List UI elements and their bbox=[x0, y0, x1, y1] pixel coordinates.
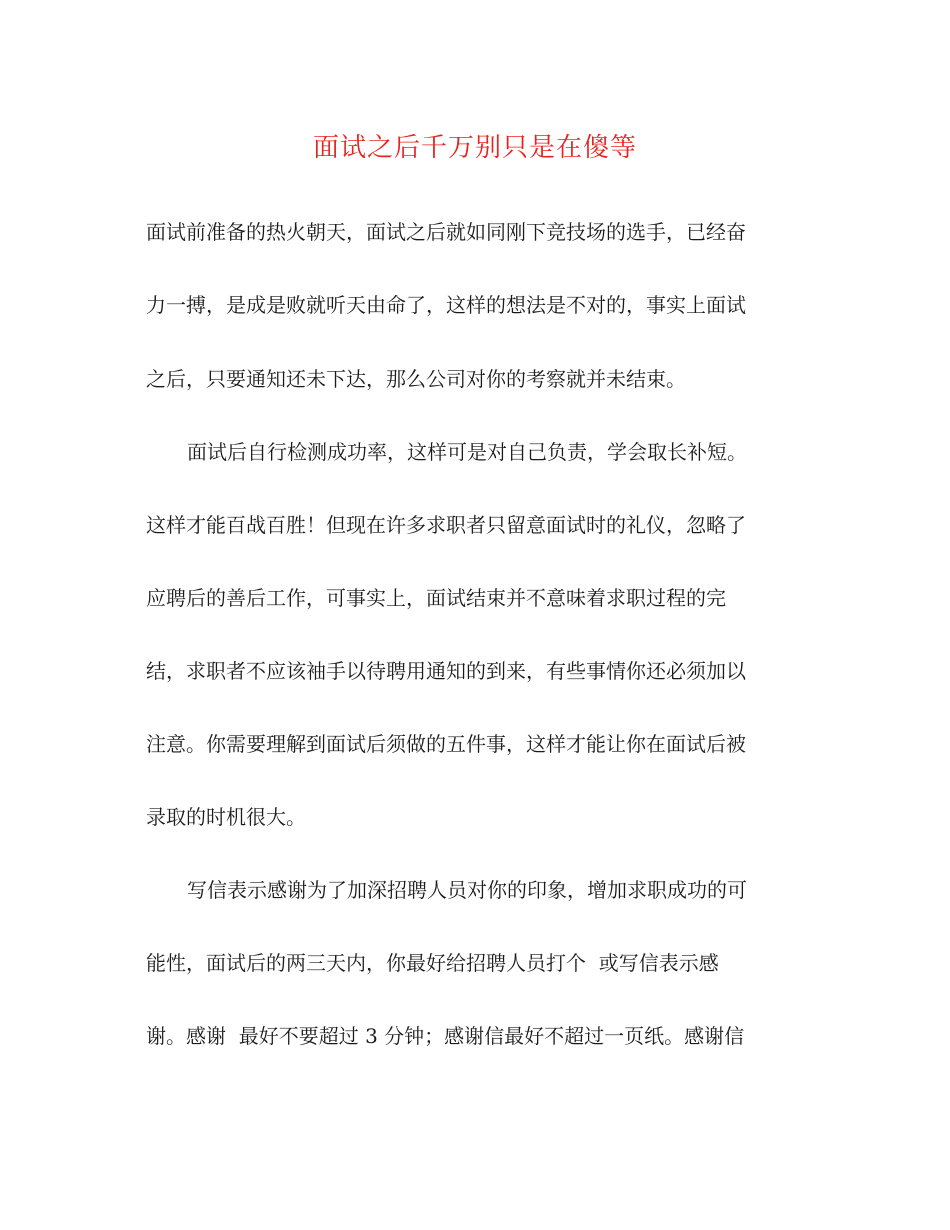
paragraph-1-line-3: 之后，只要通知还未下达，那么公司对你的考察就并未结束。 bbox=[146, 367, 686, 391]
paragraph-2-line-5: 注意。你需要理解到面试后须做的五件事，这样才能让你在面试后被 bbox=[146, 732, 746, 756]
paragraph-2-line-1: 面试后自行检测成功率，这样可是对自己负责，学会取长补短。 bbox=[187, 440, 747, 464]
paragraph-3-line-1: 写信表示感谢为了加深招聘人员对你的印象，增加求职成功的可 bbox=[187, 878, 747, 902]
paragraph-2-line-6: 录取的时机很大。 bbox=[146, 805, 306, 829]
paragraph-1-line-2: 力一搏，是成是败就听天由命了，这样的想法是不对的，事实上面试 bbox=[146, 293, 746, 317]
paragraph-2-line-2: 这样才能百战百胜！但现在许多求职者只留意面试时的礼仪，忽略了 bbox=[146, 513, 746, 537]
paragraph-1-line-1: 面试前准备的热火朝天，面试之后就如同刚下竞技场的选手，已经奋 bbox=[146, 220, 746, 244]
paragraph-2-line-3: 应聘后的善后工作，可事实上，面试结束并不意味着求职过程的完 bbox=[146, 586, 726, 610]
paragraph-3-line-3: 谢。感谢 最好不要超过 3 分钟；感谢信最好不超过一页纸。感谢信 bbox=[146, 1024, 745, 1048]
paragraph-2-line-4: 结，求职者不应该袖手以待聘用通知的到来，有些事情你还必须加以 bbox=[146, 659, 746, 683]
paragraph-3-line-2: 能性，面试后的两三天内，你最好给招聘人员打个 或写信表示感 bbox=[146, 951, 719, 975]
document-title: 面试之后千万别只是在傻等 bbox=[312, 133, 637, 163]
